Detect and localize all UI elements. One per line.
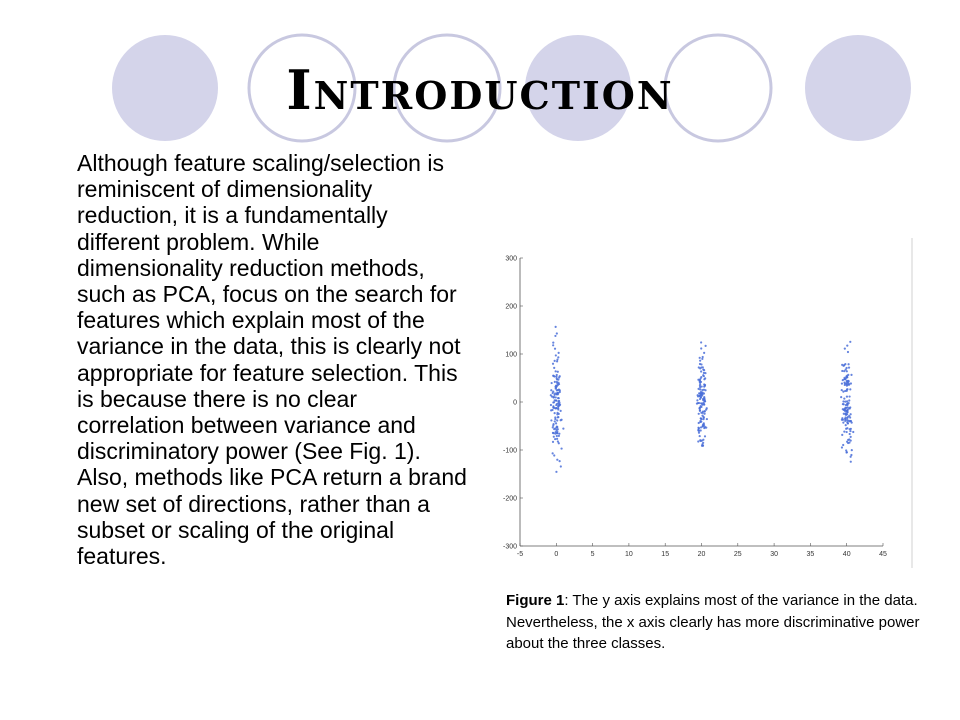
data-point bbox=[552, 441, 554, 443]
data-point bbox=[847, 422, 849, 424]
data-point bbox=[702, 374, 704, 376]
x-tick-label: 35 bbox=[806, 551, 815, 558]
data-point bbox=[556, 426, 558, 428]
data-point bbox=[841, 446, 843, 448]
data-point bbox=[840, 396, 842, 398]
data-point bbox=[704, 435, 706, 437]
data-point bbox=[556, 374, 558, 376]
data-point bbox=[701, 358, 703, 360]
data-point bbox=[700, 341, 702, 343]
data-point bbox=[843, 430, 845, 432]
data-point bbox=[847, 416, 849, 418]
data-point bbox=[841, 389, 843, 391]
data-point bbox=[550, 389, 552, 391]
data-point bbox=[562, 428, 564, 430]
data-point bbox=[848, 367, 850, 369]
data-point bbox=[553, 401, 555, 403]
data-point bbox=[552, 424, 554, 426]
data-point bbox=[557, 397, 559, 399]
data-point bbox=[559, 460, 561, 462]
data-point bbox=[554, 348, 556, 350]
data-point bbox=[842, 444, 844, 446]
data-point bbox=[556, 360, 558, 362]
data-point bbox=[555, 385, 557, 387]
data-point bbox=[554, 381, 556, 383]
y-tick-label: -300 bbox=[502, 543, 517, 551]
data-point bbox=[844, 390, 846, 392]
data-point bbox=[844, 363, 846, 365]
data-point bbox=[560, 410, 562, 412]
data-point bbox=[552, 432, 554, 434]
data-point bbox=[701, 440, 703, 442]
data-point bbox=[844, 348, 846, 350]
data-point bbox=[698, 413, 700, 415]
y-tick-label: 100 bbox=[505, 351, 517, 359]
data-point bbox=[697, 440, 699, 442]
data-point bbox=[697, 429, 699, 431]
data-point bbox=[551, 396, 553, 398]
data-point bbox=[703, 352, 705, 354]
data-point bbox=[842, 365, 844, 367]
data-point bbox=[699, 410, 701, 412]
data-point bbox=[553, 394, 555, 396]
data-point bbox=[850, 413, 852, 415]
data-point bbox=[841, 382, 843, 384]
data-point bbox=[558, 376, 560, 378]
data-point bbox=[847, 351, 849, 353]
data-point bbox=[702, 366, 704, 368]
data-point bbox=[845, 451, 847, 453]
data-point bbox=[849, 416, 851, 418]
data-point bbox=[557, 371, 559, 373]
data-point bbox=[557, 356, 559, 358]
data-point bbox=[846, 427, 848, 429]
data-point bbox=[700, 393, 702, 395]
data-point bbox=[844, 416, 846, 418]
data-point bbox=[849, 388, 851, 390]
data-point bbox=[842, 421, 844, 423]
data-point bbox=[850, 461, 852, 463]
data-point bbox=[847, 363, 849, 365]
data-point bbox=[556, 358, 558, 360]
data-point bbox=[701, 403, 703, 405]
data-point bbox=[700, 363, 702, 365]
data-point bbox=[552, 452, 554, 454]
data-point bbox=[551, 382, 553, 384]
x-tick-label: 20 bbox=[697, 551, 706, 558]
data-point bbox=[555, 471, 557, 473]
x-tick-label: -5 bbox=[516, 551, 524, 558]
data-point bbox=[557, 379, 559, 381]
data-point bbox=[852, 431, 854, 433]
data-point bbox=[556, 430, 558, 432]
data-point bbox=[558, 352, 560, 354]
data-point bbox=[701, 415, 703, 417]
data-point bbox=[700, 417, 702, 419]
y-tick-label: 200 bbox=[505, 303, 517, 311]
data-point bbox=[844, 407, 846, 409]
data-point bbox=[697, 402, 699, 404]
data-point bbox=[703, 399, 705, 401]
data-point bbox=[555, 387, 557, 389]
data-point bbox=[697, 379, 699, 381]
data-point bbox=[552, 344, 554, 346]
data-point bbox=[698, 366, 700, 368]
data-point bbox=[704, 377, 706, 379]
y-tick-label: 300 bbox=[505, 255, 517, 263]
data-point bbox=[705, 345, 707, 347]
data-point bbox=[844, 401, 846, 403]
data-point bbox=[698, 427, 700, 429]
data-point bbox=[845, 449, 847, 451]
data-point bbox=[703, 386, 705, 388]
y-tick-label: -200 bbox=[502, 495, 517, 503]
data-point bbox=[553, 454, 555, 456]
data-point bbox=[696, 399, 698, 401]
x-tick-label: 5 bbox=[590, 551, 595, 558]
data-point bbox=[700, 397, 702, 399]
data-point bbox=[557, 416, 559, 418]
data-point bbox=[554, 418, 556, 420]
data-point bbox=[552, 406, 554, 408]
data-point bbox=[702, 369, 704, 371]
data-point bbox=[846, 431, 848, 433]
data-point bbox=[843, 397, 845, 399]
data-point bbox=[552, 392, 554, 394]
data-point bbox=[552, 426, 554, 428]
data-point bbox=[700, 426, 702, 428]
data-point bbox=[555, 370, 557, 372]
data-point bbox=[846, 375, 848, 377]
data-point bbox=[849, 428, 851, 430]
body-paragraph: Although feature scaling/selection is reminiscent of dimensionality reduction, it is a fundamentally different problem. While dimensionality reduction methods, such as PCA, focus on the search for features which explain most of the variance in the data, this is clearly not appropriate for feature selection. This is because there is no clear correlation between variance and discriminatory power (See Fig. 1). Also, methods like PCA return a brand new set of directions, rather than a subset or scaling of the original features. bbox=[77, 150, 467, 570]
data-point bbox=[555, 354, 557, 356]
data-point bbox=[848, 395, 850, 397]
data-point bbox=[557, 405, 559, 407]
slide-title: Introduction bbox=[286, 58, 674, 122]
data-point bbox=[556, 332, 558, 334]
data-point bbox=[849, 433, 851, 435]
data-point bbox=[555, 326, 557, 328]
data-point bbox=[703, 417, 705, 419]
data-point bbox=[700, 376, 702, 378]
data-point bbox=[848, 399, 850, 401]
data-point bbox=[701, 443, 703, 445]
data-point bbox=[556, 419, 558, 421]
data-point bbox=[700, 429, 702, 431]
data-point bbox=[552, 363, 554, 365]
data-point bbox=[556, 435, 558, 437]
data-point bbox=[554, 360, 556, 362]
data-point bbox=[553, 396, 555, 398]
data-point bbox=[843, 381, 845, 383]
data-point bbox=[702, 356, 704, 358]
data-point bbox=[850, 456, 852, 458]
data-point bbox=[551, 409, 553, 411]
data-point bbox=[554, 438, 556, 440]
data-point bbox=[556, 392, 558, 394]
data-point bbox=[553, 436, 555, 438]
data-point bbox=[843, 408, 845, 410]
data-point bbox=[850, 374, 852, 376]
data-point bbox=[845, 424, 847, 426]
data-point bbox=[704, 413, 706, 415]
scatter-plot-figure bbox=[490, 238, 915, 568]
caption-text: : The y axis explains most of the variance in the data. Nevertheless, the x axis clearly has more discriminative power about the three classes. bbox=[506, 592, 920, 652]
data-point bbox=[553, 375, 555, 377]
data-point bbox=[706, 407, 708, 409]
data-point bbox=[843, 370, 845, 372]
data-point bbox=[555, 422, 557, 424]
data-point bbox=[846, 345, 848, 347]
figure-caption bbox=[506, 590, 946, 655]
data-point bbox=[841, 370, 843, 372]
data-point bbox=[844, 378, 846, 380]
data-point bbox=[557, 428, 559, 430]
data-point bbox=[846, 396, 848, 398]
x-tick-label: 45 bbox=[879, 551, 887, 558]
data-point bbox=[850, 440, 852, 442]
x-tick-label: 30 bbox=[770, 551, 778, 558]
data-point bbox=[699, 406, 701, 408]
data-point bbox=[850, 436, 852, 438]
x-tick-label: 10 bbox=[625, 551, 633, 558]
data-point bbox=[703, 372, 705, 374]
data-point bbox=[699, 360, 701, 362]
data-point bbox=[555, 407, 557, 409]
data-point bbox=[554, 399, 556, 401]
data-point bbox=[554, 335, 556, 337]
data-point bbox=[554, 420, 556, 422]
data-point bbox=[702, 412, 704, 414]
data-point bbox=[850, 420, 852, 422]
data-point bbox=[703, 397, 705, 399]
data-point bbox=[554, 412, 556, 414]
data-point bbox=[550, 404, 552, 406]
data-point bbox=[699, 435, 701, 437]
x-tick-label: 15 bbox=[661, 551, 670, 558]
data-point bbox=[846, 404, 848, 406]
data-point bbox=[699, 381, 701, 383]
data-point bbox=[556, 412, 558, 414]
data-point bbox=[846, 388, 848, 390]
data-point bbox=[841, 434, 843, 436]
x-tick-label: 0 bbox=[554, 551, 559, 558]
data-point bbox=[556, 459, 558, 461]
data-point bbox=[700, 370, 702, 372]
data-point bbox=[705, 427, 707, 429]
data-point bbox=[846, 367, 848, 369]
data-point bbox=[702, 425, 704, 427]
data-point bbox=[552, 342, 554, 344]
data-point bbox=[699, 385, 701, 387]
data-point bbox=[560, 447, 562, 449]
data-point bbox=[843, 413, 845, 415]
data-point bbox=[851, 449, 853, 451]
data-point bbox=[699, 357, 701, 359]
data-point bbox=[559, 389, 561, 391]
data-point bbox=[700, 347, 702, 349]
data-point bbox=[846, 419, 848, 421]
data-point bbox=[559, 404, 561, 406]
data-point bbox=[697, 388, 699, 390]
data-point bbox=[700, 421, 702, 423]
x-tick-label: 25 bbox=[733, 551, 742, 558]
data-point bbox=[848, 407, 850, 409]
data-point bbox=[550, 419, 552, 421]
data-point bbox=[558, 435, 560, 437]
data-point bbox=[558, 400, 560, 402]
data-point bbox=[848, 384, 850, 386]
data-point bbox=[560, 419, 562, 421]
data-point bbox=[701, 389, 703, 391]
data-point bbox=[556, 403, 558, 405]
data-point bbox=[845, 414, 847, 416]
data-point bbox=[558, 433, 560, 435]
data-point bbox=[704, 410, 706, 412]
data-point bbox=[560, 465, 562, 467]
data-point bbox=[697, 395, 699, 397]
data-point bbox=[846, 411, 848, 413]
data-point bbox=[843, 403, 845, 405]
caption-label: Figure 1 bbox=[506, 592, 565, 609]
data-point bbox=[558, 442, 560, 444]
data-point bbox=[698, 432, 700, 434]
data-point bbox=[849, 341, 851, 343]
data-point bbox=[553, 428, 555, 430]
data-point bbox=[842, 419, 844, 421]
x-tick-label: 40 bbox=[842, 551, 851, 558]
data-point bbox=[553, 367, 555, 369]
data-point bbox=[842, 400, 844, 402]
data-point bbox=[555, 396, 557, 398]
data-point bbox=[703, 404, 705, 406]
data-point bbox=[557, 407, 559, 409]
y-tick-label: -100 bbox=[502, 447, 517, 455]
data-point bbox=[706, 418, 708, 420]
data-point bbox=[846, 370, 848, 372]
y-tick-label: 0 bbox=[513, 399, 517, 407]
data-point bbox=[556, 438, 558, 440]
data-point bbox=[848, 442, 850, 444]
